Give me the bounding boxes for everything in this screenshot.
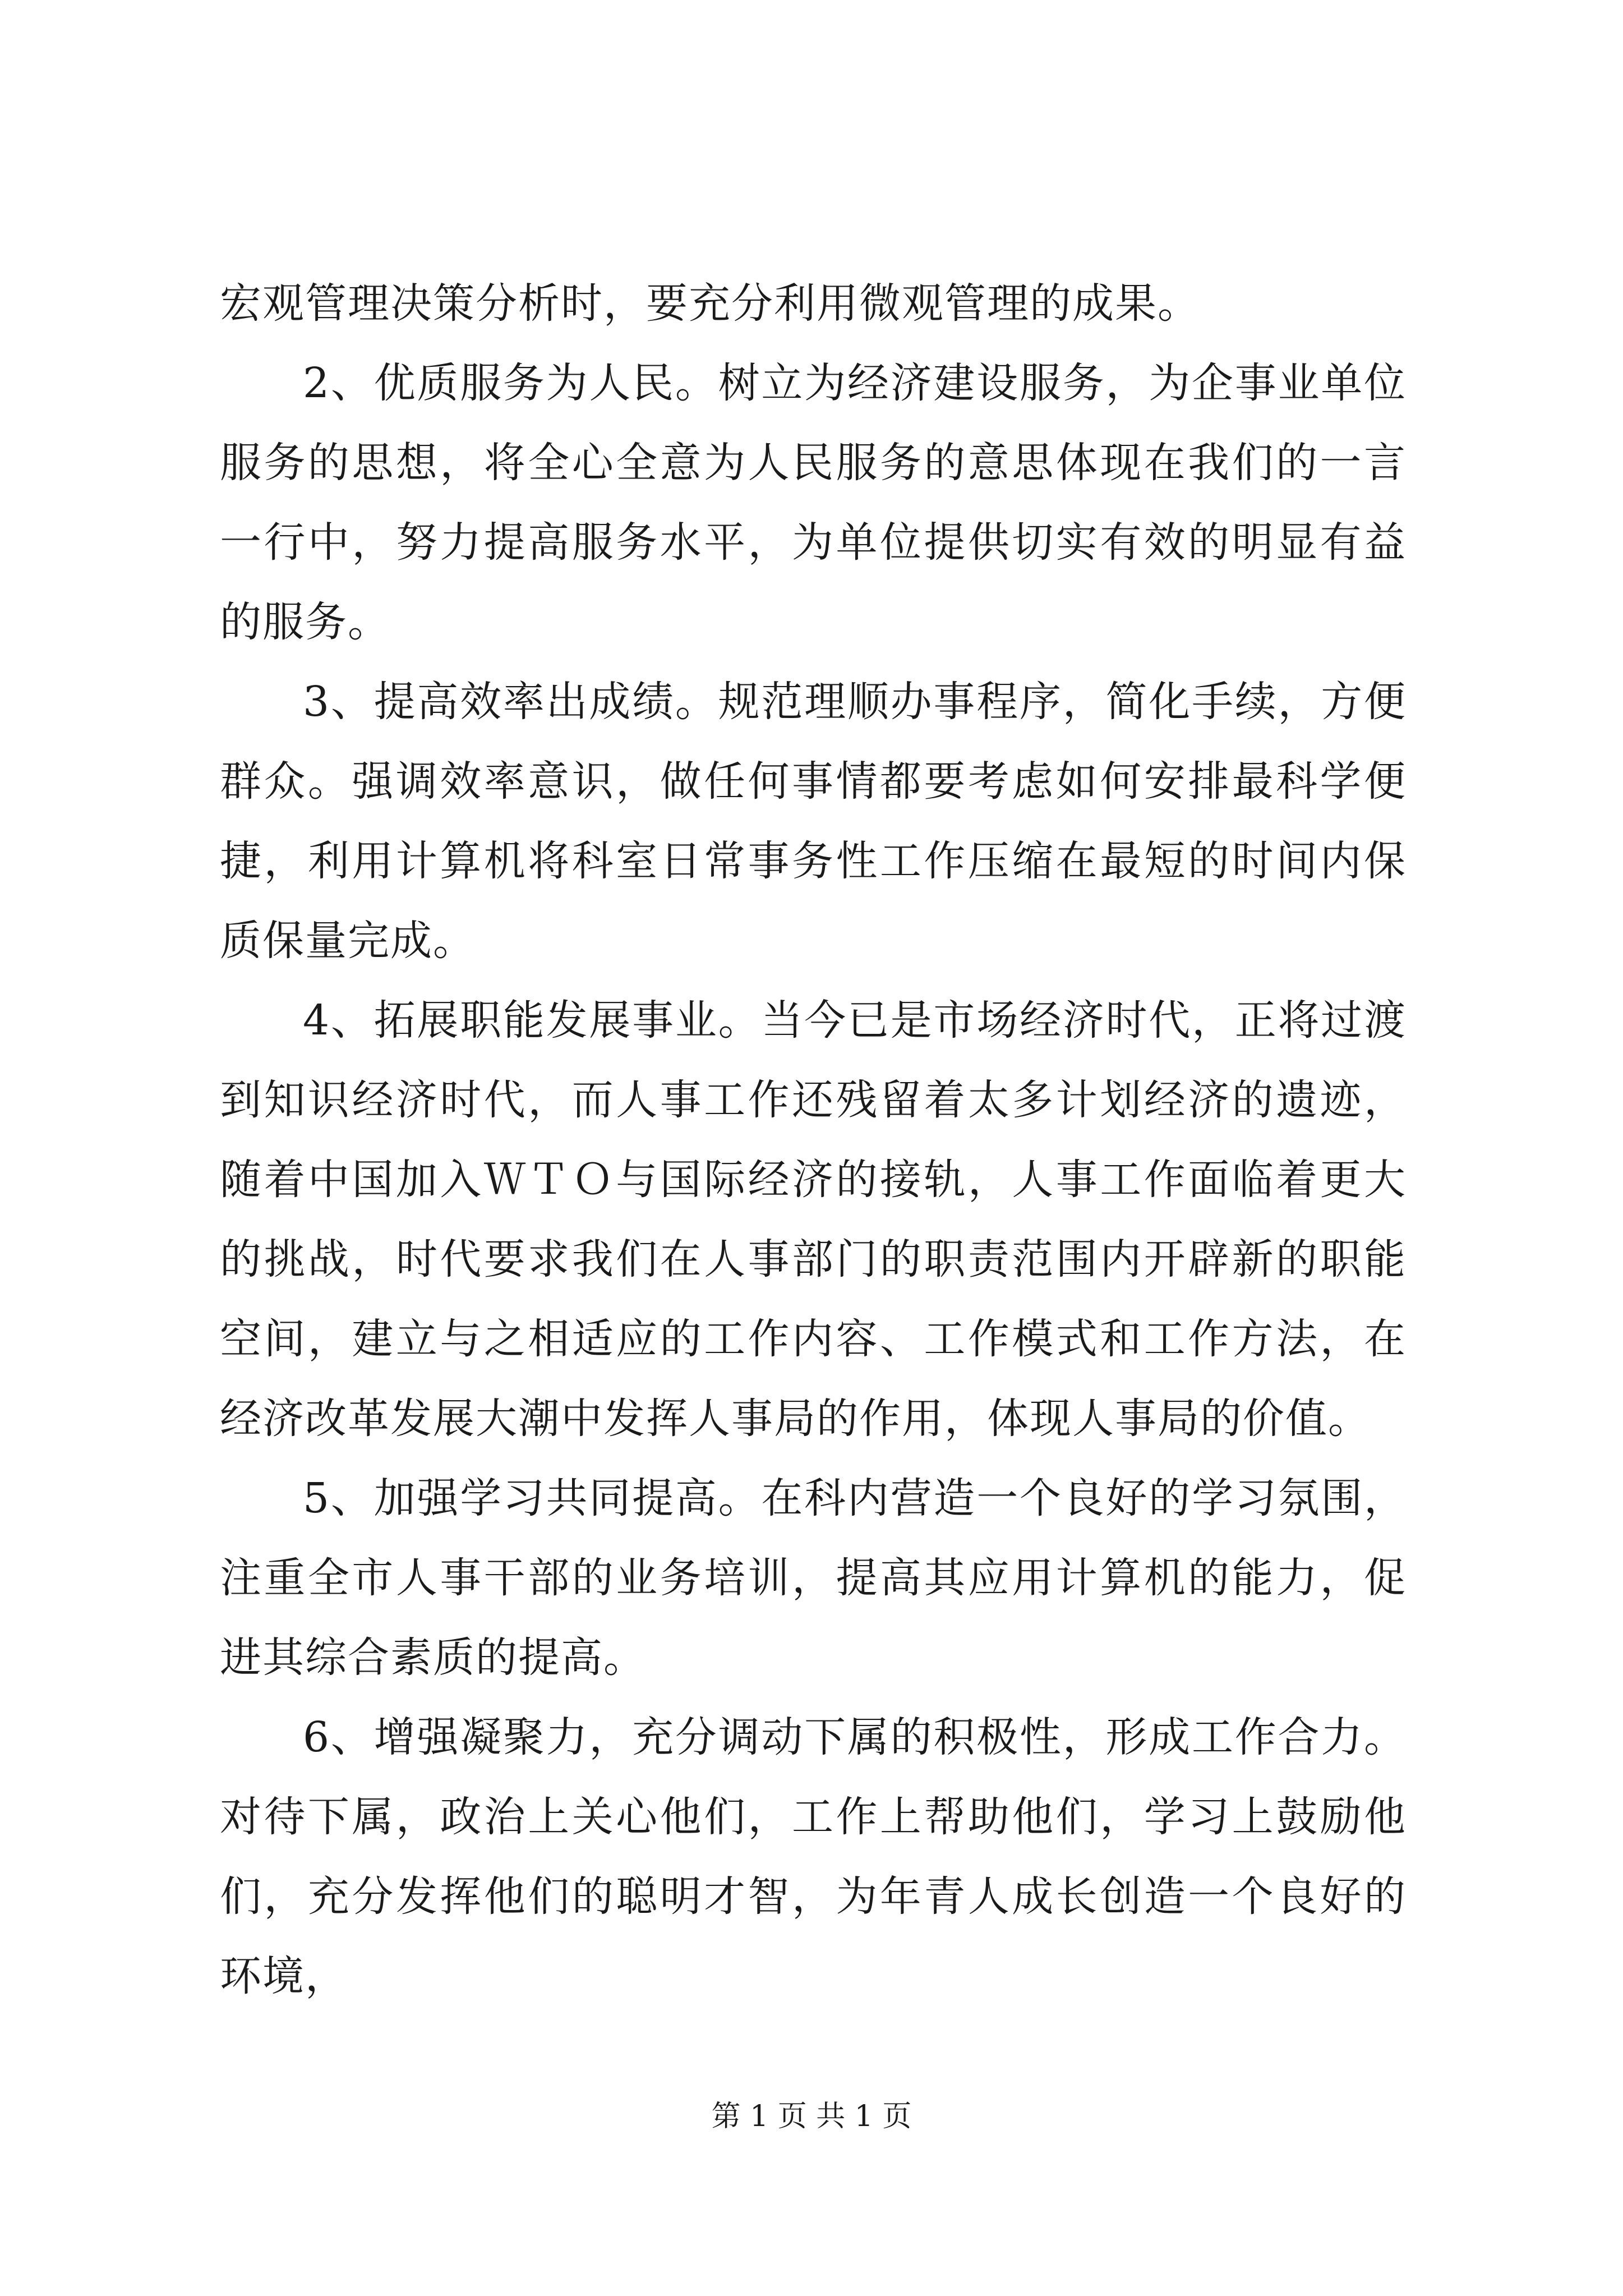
paragraph-item-5: 5、加强学习共同提高。在科内营造一个良好的学习氛围，注重全市人事干部的业务培训，提高其应用计算机的能力，促进其综合素质的提高。 <box>220 1474 1407 1682</box>
paragraph-item-3: 3、提高效率出成绩。规范理顺办事程序，简化手续，方便群众。强调效率意识，做任何事情都要考虑如何安排最科学便捷，利用计算机将科室日常事务性工作压缩在最短的时间内保质保量完成。 <box>220 678 1407 965</box>
paragraph-continuation: 宏观管理决策分析时，要充分利用微观管理的成果。 <box>220 279 1200 328</box>
paragraph-item-4: 4、拓展职能发展事业。当今已是市场经济时代，正将过渡到知识经济时代，而人事工作还残留着太多计划经济的遗迹，随着中国加入ＷＴＯ与国际经济的接轨，人事工作面临着更大的挑战，时代要求我们在人事部门的职责范围内开辟新的职能空间，建立与之相适应的工作内容、工作模式和工作方法，在经济改革发展大潮中发挥人事局的作用，体现人事局的价值。 <box>220 996 1407 1443</box>
page-footer <box>0 2097 1623 2136</box>
paragraph-item-2: 2、优质服务为人民。树立为经济建设服务，为企事业单位服务的思想，将全心全意为人民服务的意思体现在我们的一言一行中，努力提高服务水平，为单位提供切实有效的明显有益的服务。 <box>220 359 1407 646</box>
paragraph-item-6: 6、增强凝聚力，充分调动下属的积极性，形成工作合力。对待下属，政治上关心他们，工作上帮助他们，学习上鼓励他们，充分发挥他们的聪明才智，为年青人成长创造一个良好的环境， <box>220 1713 1407 2000</box>
page-number-label: 第 1 页 共 1 页 <box>711 2100 912 2133</box>
document-body <box>220 264 1407 2016</box>
